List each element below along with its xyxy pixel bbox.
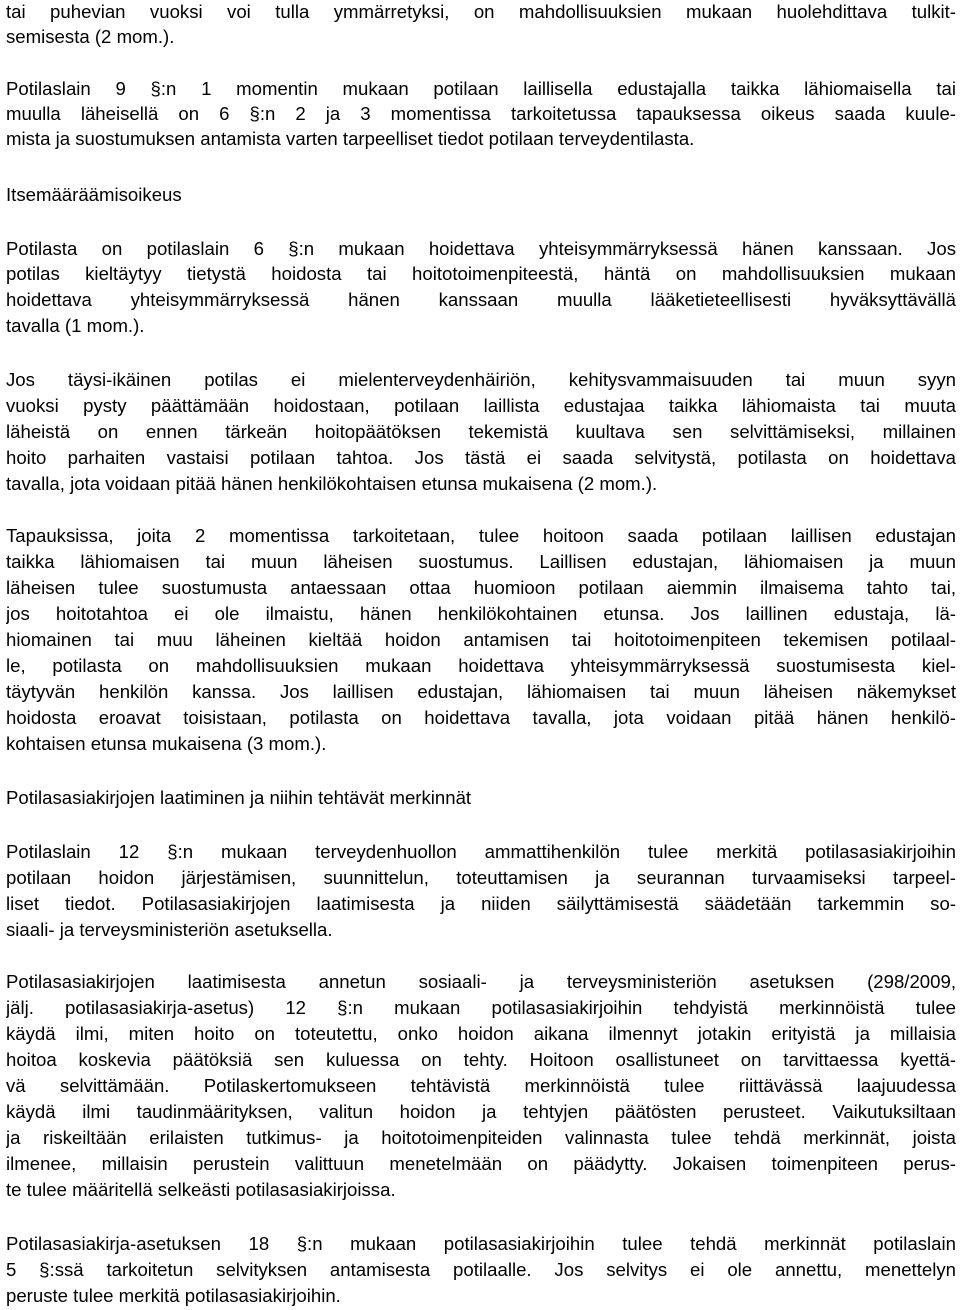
text-line: jälj. potilasasiakirja-asetus) 12 §:n mukaan potilasasiakirjoihin tehdyistä merkinnöistä tulee xyxy=(6,997,956,1018)
text-line: liset tiedot. Potilasasiakirjojen laatimisesta ja niiden säilyttämisestä säädetään tarkemmin so- xyxy=(6,893,956,914)
section-heading: Potilasasiakirjojen laatiminen ja niihin tehtävät merkinnät xyxy=(6,787,472,808)
text-line: tai puhevian vuoksi voi tulla ymmärretyksi, on mahdollisuuksien mukaan huolehdittava tulkit- xyxy=(6,1,956,22)
text-line: semisesta (2 mom.). xyxy=(6,26,175,47)
section-heading: Itsemääräämisoikeus xyxy=(6,184,182,205)
text-line: vuoksi pysty päättämään hoidostaan, potilaan laillista edustajaa taikka lähiomaista tai muuta xyxy=(6,395,956,416)
text-line: potilaan hoidon järjestämisen, suunnittelun, toteuttamisen ja seurannan turvaamiseksi tarpeel- xyxy=(6,867,956,888)
text-line: muulla läheisellä on 6 §:n 2 ja 3 momentissa tarkoitetussa tapauksessa oikeus saada kuule- xyxy=(6,103,956,124)
text-line: Potilasasiakirjojen laatimisesta annetun sosiaali- ja terveysministeriön asetuksen (298/2009, xyxy=(6,971,956,992)
text-line: läheistä on ennen tärkeän hoitopäätöksen tekemistä kuultava sen selvittämiseksi, millainen xyxy=(6,421,956,442)
text-line: 5 §:ssä tarkoitetun selvityksen antamisesta potilaalle. Jos selvitys ei ole annettu, menettelyn xyxy=(6,1259,956,1280)
text-line: hoidettava yhteisymmärryksessä hänen kanssaan muulla lääketieteellisesti hyväksyttävällä xyxy=(6,289,956,310)
text-line: ja riskeiltään erilaisten tutkimus- ja hoitotoimenpiteiden valinnasta tulee tehdä merkinnät, joista xyxy=(6,1127,956,1148)
text-line: peruste tulee merkitä potilasasiakirjoihin. xyxy=(6,1285,341,1306)
text-line: hoidosta eroavat toisistaan, potilasta on hoidettava tavalla, jota voidaan pitää hänen henkilö- xyxy=(6,707,956,728)
text-line: Jos täysi-ikäinen potilas ei mielenterveydenhäiriön, kehitysvammaisuuden tai muun syyn xyxy=(6,369,956,390)
text-line: te tulee määritellä selkeästi potilasasiakirjoissa. xyxy=(6,1179,396,1200)
text-line: taikka lähiomaisen tai muun läheisen suostumus. Laillisen edustajan, lähiomaisen ja muun xyxy=(6,551,956,572)
text-line: mista ja suostumuksen antamista varten tarpeelliset tiedot potilaan terveydentilasta. xyxy=(6,128,695,149)
text-line: käydä ilmi taudinmäärityksen, valitun hoidon ja tehtyjen päätösten perusteet. Vaikutuksiltaan xyxy=(6,1101,956,1122)
text-line: jos hoitotahtoa ei ole ilmaistu, hänen henkilökohtainen etunsa. Jos laillinen edustaja, lä- xyxy=(6,603,956,624)
text-line: hoitoa koskevia päätöksiä sen kuluessa on tehty. Hoitoon osallistuneet on tarvittaessa kyettä- xyxy=(6,1049,956,1070)
text-line: hiomainen tai muu läheinen kieltää hoidon antamisen tai hoitotoimenpiteen tekemisen potilaal- xyxy=(6,629,956,650)
text-line: tavalla, jota voidaan pitää hänen henkilökohtaisen etunsa mukaisena (2 mom.). xyxy=(6,473,658,494)
text-line: potilas kieltäytyy tietystä hoidosta tai hoitotoimenpiteestä, häntä on mahdollisuuksien mukaan xyxy=(6,263,956,284)
text-line: hoito parhaiten vastaisi potilaan tahtoa. Jos tästä ei saada selvitystä, potilasta on hoidettava xyxy=(6,447,956,468)
text-line: siaali- ja terveysministeriön asetuksella. xyxy=(6,919,333,940)
text-line: Potilasta on potilaslain 6 §:n mukaan hoidettava yhteisymmärryksessä hänen kanssaan. Jos xyxy=(6,238,956,259)
text-line: Potilaslain 9 §:n 1 momentin mukaan potilaan laillisella edustajalla taikka lähiomaisella tai xyxy=(6,78,956,99)
text-line: läheisen tulee suostumusta antaessaan ottaa huomioon potilaan aiemmin ilmaisema tahto tai, xyxy=(6,577,956,598)
text-line: vä selvittämään. Potilaskertomukseen tehtävistä merkinnöistä tulee riittävässä laajuudessa xyxy=(6,1075,956,1096)
text-line: ilmenee, millaisin perustein valittuun menetelmään on päädytty. Jokaisen toimenpiteen perus- xyxy=(6,1153,956,1174)
text-line: täytyvän henkilön kanssa. Jos laillisen edustajan, lähiomaisen tai muun läheisen näkemykset xyxy=(6,681,956,702)
text-line: Potilasasiakirja-asetuksen 18 §:n mukaan potilasasiakirjoihin tulee tehdä merkinnät potilaslain xyxy=(6,1233,956,1254)
text-line: käydä ilmi, miten hoito on toteutettu, onko hoidon aikana ilmennyt jotakin erityistä ja millaisia xyxy=(6,1023,956,1044)
text-line: tavalla (1 mom.). xyxy=(6,315,145,336)
text-line: le, potilasta on mahdollisuuksien mukaan hoidettava yhteisymmärryksessä suostumisesta kiel- xyxy=(6,655,956,676)
text-line: Potilaslain 12 §:n mukaan terveydenhuollon ammattihenkilön tulee merkitä potilasasiakirjoihin xyxy=(6,841,956,862)
text-line: Tapauksissa, joita 2 momentissa tarkoitetaan, tulee hoitoon saada potilaan laillisen edustajan xyxy=(6,525,956,546)
text-line: kohtaisen etunsa mukaisena (3 mom.). xyxy=(6,733,327,754)
